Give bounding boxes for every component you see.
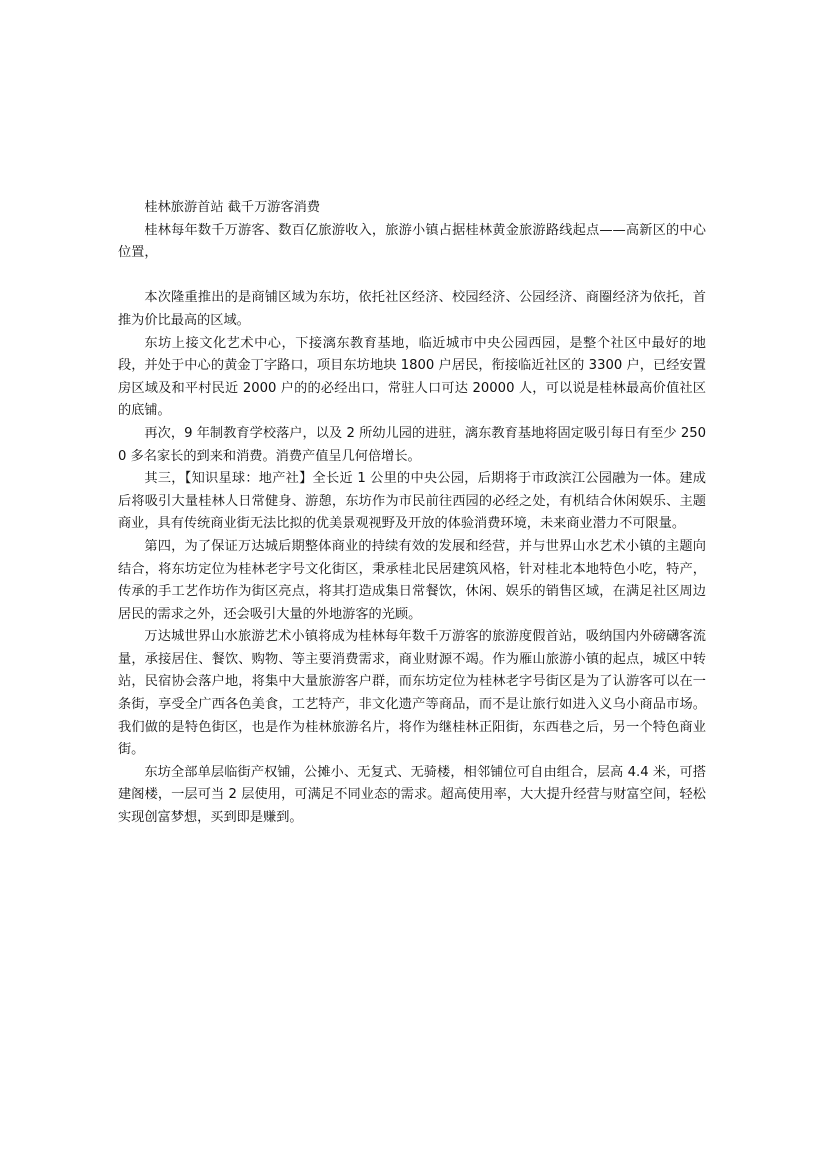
paragraph-park: 其三，【知识星球：地产社】全长近 1 公里的中央公园，后期将于市政滨江公园融为一体。建成后将吸引大量桂林人日常健身、游憩，东坊作为市民前往西园的必经之处，有机结合休闲娱乐、主题商业，具有传统商业街无法比拟的优美景观视野及开放的体验消费环境，未来商业潜力不可限量。: [118, 471, 706, 532]
document-body: [118, 197, 706, 830]
document-title: 桂林旅游首站 截千万游客消费: [144, 200, 321, 215]
paragraph-tourism: 万达城世界山水旅游艺术小镇将成为桂林每年数千万游客的旅游度假首站，吸纳国内外磅礴客流量，承接居住、餐饮、购物、等主要消费需求，商业财源不竭。作为雁山旅游小镇的起点，城区中转站，民宿协会落户地，将集中大量旅游客户群，而东坊定位为桂林老字号街区是为了认游客可以在一条街，享受全广西各色美食，工艺特产，非文化遗产等商品，而不是让旅行如进入义乌小商品市场。我们做的是特色街区，也是作为桂林旅游名片，将作为继桂林正阳街，东西巷之后，另一个特色商业街。: [118, 629, 706, 758]
paragraph-education: 再次，9 年制教育学校落户，以及 2 所幼儿园的进驻，漓东教育基地将固定吸引每日有至少 2500 多名家长的到来和消费。消费产值呈几何倍增长。: [118, 425, 706, 464]
paragraph-shop-area: 本次隆重推出的是商铺区域为东坊，依托社区经济、校园经济、公园经济、商圈经济为依托，首推为价比最高的区域。: [118, 290, 706, 328]
paragraph-shop-features: 东坊全部单层临街产权铺，公摊小、无复式、无骑楼，相邻铺位可自由组合，层高 4.4 米，可搭建阁楼，一层可当 2 层使用，可满足不同业态的需求。超高使用率，大大提升经营与财富空间，轻松实现创富梦想，买到即是赚到。: [118, 764, 706, 826]
paragraph-positioning: 第四，为了保证万达城后期整体商业的持续有效的发展和经营，并与世界山水艺术小镇的主题向结合，将东坊定位为桂林老字号文化街区，秉承桂北民居建筑风格，针对桂北本地特色小吃，特产，传承的手工艺作坊作为街区亮点，将其打造成集日常餐饮，休闲、娱乐的销售区域，在满足社区周边居民的需求之外，还会吸引大量的外地游客的光顾。: [118, 538, 706, 622]
paragraph-intro: 桂林每年数千万游客、数百亿旅游收入，旅游小镇占据桂林黄金旅游路线起点——高新区的中心位置，: [118, 222, 706, 261]
paragraph-location: 东坊上接文化艺术中心，下接漓东教育基地，临近城市中央公园西园，是整个社区中最好的地段，并处于中心的黄金丁字路口，项目东坊地块 1800 户居民，衔接临近社区的 3300 户，已经安置房区域及和平村民近 2000 户的的必经出口，常驻人口可达 20000 人，可以说是桂林最高价值社区的底铺。: [118, 335, 706, 419]
